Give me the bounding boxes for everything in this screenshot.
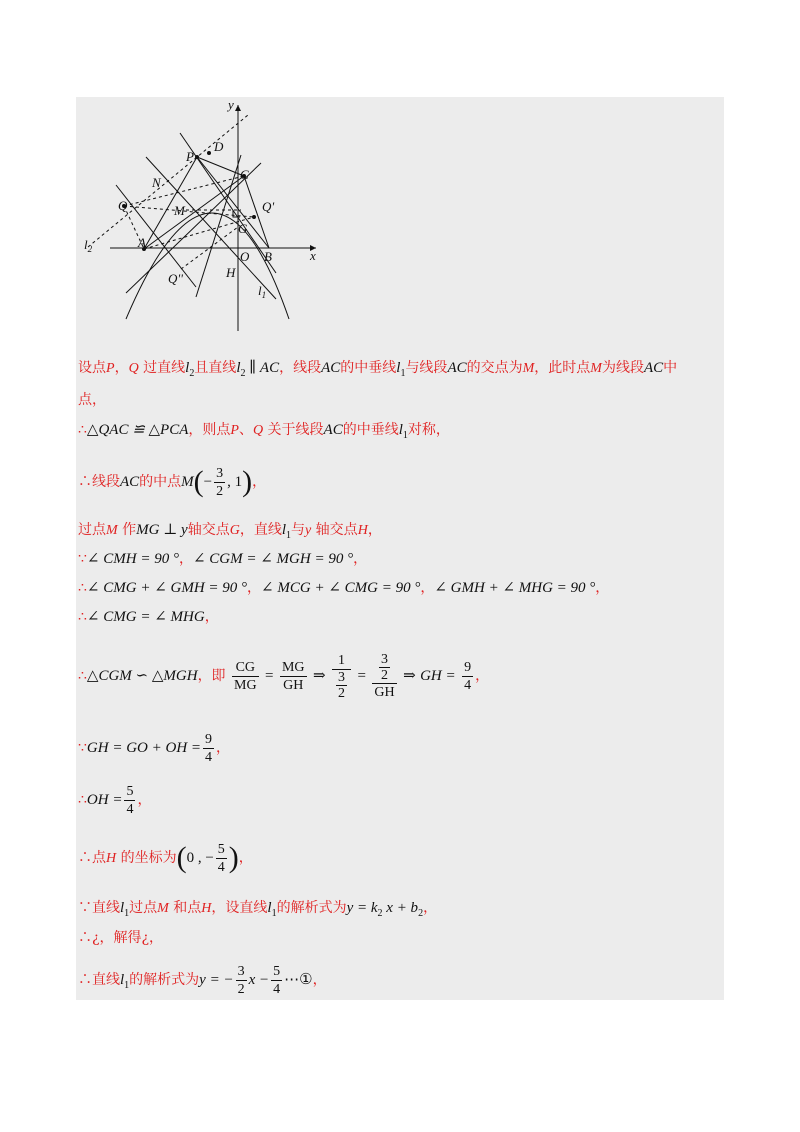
text-line-3: ∴△QAC ≌ △PCA，则点P、Q 关于线段AC的中垂线$l_1$对称， [78, 422, 450, 441]
text-line-12: ∴点H 的坐标为(0 , − $\frac{5}{4}$ )， [78, 841, 253, 875]
label-Q: Q [118, 198, 128, 213]
text-line-11: ∴OH = $\frac{5}{4}$ ， [78, 783, 152, 817]
text-line-14: ∴¿，解得¿， [78, 930, 164, 946]
label-C: C [240, 167, 249, 182]
label-y: y [228, 97, 234, 112]
label-O: O [240, 249, 250, 264]
label-H: H [226, 265, 236, 280]
label-D: D [214, 139, 224, 154]
text-line-4: ∴线段AC的中点M(− $\frac{3}{2}$ , 1)， [78, 465, 267, 499]
label-M: M [174, 203, 185, 218]
label-Qpp: Q'' [168, 271, 183, 286]
text-line-13: ∵直线$l_1$过点M 和点H，设直线$l_1$的解析式为$y = k_2$ $x + b_2$， [78, 900, 438, 919]
text-line-8: ∴∠ CMG = ∠ MHG， [78, 609, 219, 625]
text-line-7: ∴∠ CMG + ∠ GMH = 90 °，∠ MCG + ∠ CMG = 90 °，∠ GMH + ∠ MHG = 90 °， [78, 580, 610, 596]
line-aq2 [116, 185, 196, 287]
text-line-9: ∴△CGM ∽ △MGH，即 $\frac{CG}{MG}$ = $\frac{MG}{GH}$ ⇒ $\frac{1}{\frac{3}{2}}$ = $\frac{\frac{3}{2}}{GH}$ ⇒ GH = $\frac{9}{4}$ ， [78, 651, 490, 701]
dash-qqp [124, 206, 254, 217]
text-line-15: ∴直线$l_1$的解析式为y = − $\frac{3}{2}$ x − $\frac{5}{4}$ ⋯①， [78, 963, 327, 997]
geometry-figure [76, 97, 336, 337]
label-l1: $l_1$ [258, 283, 267, 300]
label-N: N [152, 175, 161, 190]
label-A: A [138, 235, 146, 250]
text-line-6: ∵∠ CMH = 90 °，∠ CGM = ∠ MGH = 90 °， [78, 551, 368, 567]
label-l2: $l_2$ [84, 237, 93, 254]
label-B: B [264, 249, 272, 264]
line-ap [144, 157, 197, 249]
label-G: G [238, 221, 248, 236]
text-line-2: 点， [78, 392, 106, 408]
text-line-5: 过点M 作MG ⊥ y轴交点G，直线$l_1$与y 轴交点H， [78, 522, 382, 541]
text-line-10: ∵GH = GO + OH = $\frac{9}{4}$ ， [78, 731, 231, 765]
label-Qp: Q' [262, 199, 275, 214]
text-line-1: 设点P，Q 过直线$l_2$且直线$l_2$ ∥ AC，线段AC的中垂线$l_1$与线段AC的交点为M，此时点M为线段AC中 [78, 360, 678, 379]
label-P: P [186, 149, 194, 164]
label-x: x [310, 248, 316, 263]
